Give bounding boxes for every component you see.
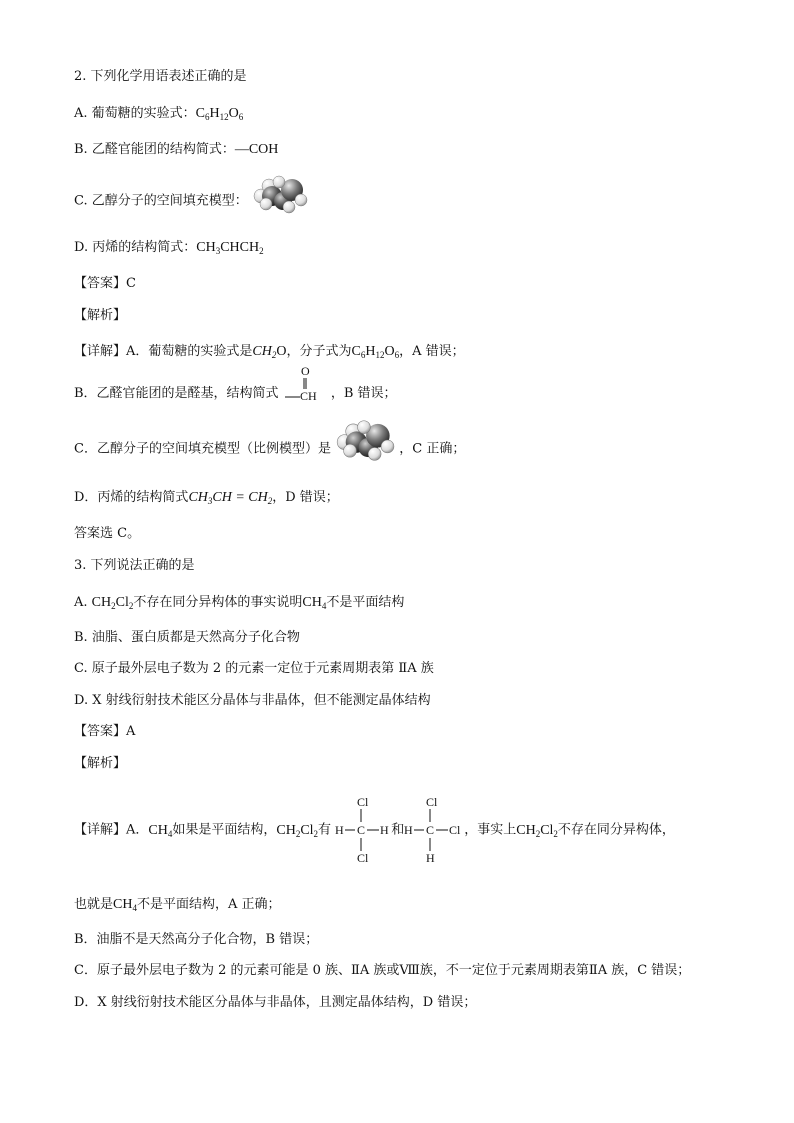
q2-answer [74, 275, 136, 293]
svg-text:Cl: Cl [357, 851, 369, 865]
q2-option-d-formula: $CH_3CHCH_2$ [196, 240, 264, 256]
answer-tag: 【答案】 [74, 724, 127, 739]
q3-option-a: A. $CH_2Cl_2$不存在同分异构体的事实说明$CH_4$不是平面结构 [74, 595, 405, 611]
svg-text:H: H [404, 823, 413, 837]
q3-stem: 3. 下列说法正确的是 [74, 558, 195, 573]
svg-text:Cl: Cl [449, 823, 461, 837]
q2-option-c [74, 188, 308, 214]
q2-detail-a: 【详解】A．葡萄糖的实验式是$CH_2O$，分子式为$C_6H_{12}O_6$，A 错误； [74, 344, 465, 360]
q3-detail-a: 【详解】A．$CH_4$如果是平面结构，$CH_2Cl_2$有 Cl H C H Cl 和 Cl H C Cl H ，事实上$CH_2Cl_2$不存在同分异构体， [74, 795, 675, 865]
q3-detail-d: D．X 射线衍射技术能区分晶体与非晶体，且测定晶体结构，D 错误； [74, 995, 477, 1010]
q3-detail-a-continued: 也就是$CH_4$不是平面结构，A 正确； [74, 897, 281, 913]
q2-option-b [74, 141, 278, 159]
svg-text:H: H [426, 851, 435, 865]
q3-option-d: D. X 射线衍射技术能区分晶体与非晶体，但不能测定晶体结构 [74, 693, 431, 708]
ethanol-space-filling-model-icon [335, 418, 395, 462]
dichloromethane-planar-structure-2 [404, 794, 464, 866]
q2-option-b-label: B. 乙醛官能团的结构简式： [74, 142, 235, 157]
q2-option-d-label: D. 丙烯的结构简式： [74, 240, 197, 255]
svg-text:Cl: Cl [426, 795, 438, 809]
svg-text:C: C [426, 823, 435, 837]
q2-conclusion: 答案选 C。 [74, 526, 141, 541]
q2-option-a-label: A. 葡萄糖的实验式： [74, 106, 196, 121]
q2-detail-b: B．乙醛官能团的是醛基，结构简式 O CH ，B 错误； [74, 363, 397, 402]
dichloromethane-planar-structure-1 [335, 794, 391, 866]
q3-analysis-tag: 【解析】 [74, 756, 127, 771]
svg-text:Cl: Cl [357, 795, 369, 809]
aldehyde-group-structure [283, 364, 327, 402]
q2-option-c-label: C. 乙醇分子的空间填充模型： [74, 193, 248, 209]
svg-text:H: H [380, 823, 389, 837]
svg-text:C: C [357, 823, 366, 837]
q2-stem: 2. 下列化学用语表述正确的是 [74, 69, 247, 84]
q2-option-b-formula: —COH [234, 142, 279, 157]
q3-option-b: B. 油脂、蛋白质都是天然高分子化合物 [74, 630, 300, 645]
svg-text:H: H [335, 823, 344, 837]
q2-option-a [74, 105, 243, 123]
ethanol-space-filling-model-icon [252, 174, 308, 214]
answer-tag: 【答案】 [74, 276, 127, 291]
q3-option-c: C. 原子最外层电子数为 2 的元素一定位于元素周期表第 ⅡA 族 [74, 661, 434, 676]
q3-detail-c: C．原子最外层电子数为 2 的元素可能是 0 族、ⅡA 族或Ⅷ族，不一定位于元素周期表第ⅡA 族，C 错误； [74, 963, 691, 978]
q3-answer [74, 723, 135, 741]
q2-analysis-tag: 【解析】 [74, 308, 127, 323]
q2-option-a-formula: $C_6H_{12}O_6$ [195, 106, 244, 122]
q3-detail-b: B．油脂不是天然高分子化合物，B 错误； [74, 932, 319, 947]
answer-value: A [126, 724, 136, 739]
aldehyde-ch-label: CH [299, 388, 317, 402]
q2-detail-d: D．丙烯的结构简式$CH_3CH = CH_2$，D 错误； [74, 490, 339, 506]
q2-option-d [74, 239, 264, 257]
aldehyde-oxygen-label: O [300, 363, 310, 378]
answer-value: C [126, 276, 136, 291]
q2-detail-c: C．乙醇分子的空间填充模型（比例模型）是 ，C 正确； [74, 436, 465, 462]
